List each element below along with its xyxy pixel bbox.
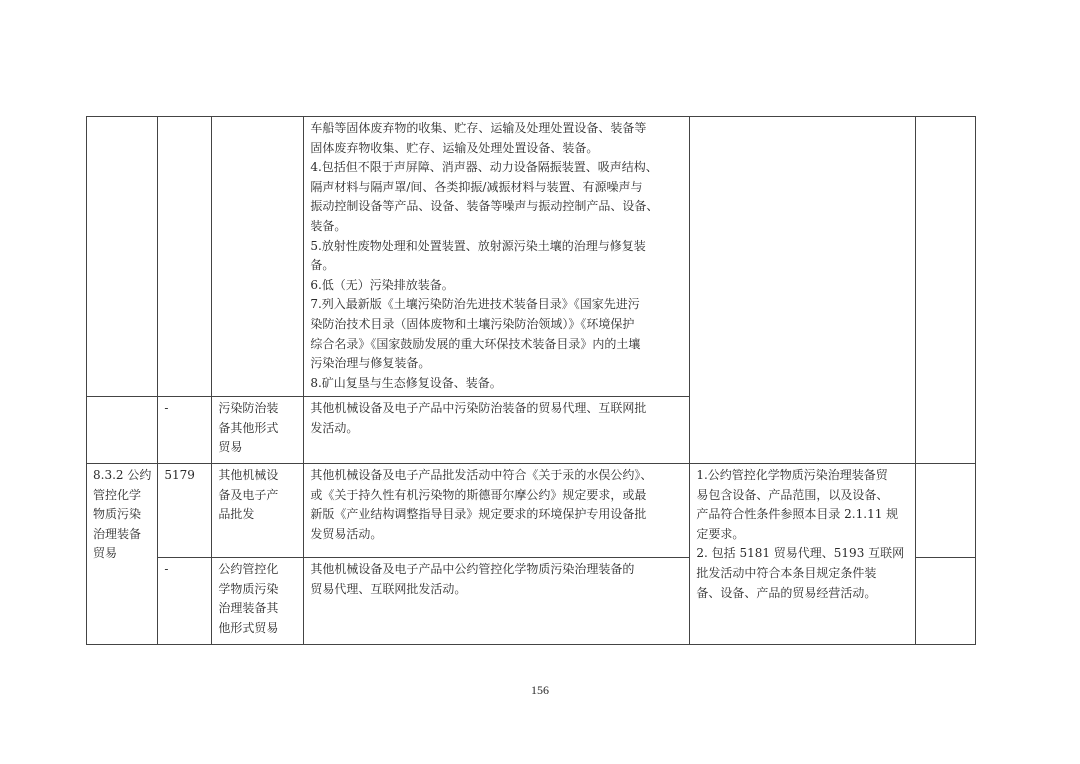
text-line: 备。 bbox=[310, 258, 335, 273]
text-line: 2. 包括 5181 贸易代理、5193 互联网 bbox=[696, 546, 905, 561]
text-line: 污染治理与修复装备。 bbox=[310, 356, 431, 371]
text-line: 学物质污染 bbox=[218, 581, 279, 596]
page-number: 156 bbox=[531, 683, 549, 697]
text-line: 其他机械设 bbox=[218, 468, 279, 482]
name-cell bbox=[212, 464, 304, 558]
text-line: 他形式贸易 bbox=[218, 620, 279, 635]
text-line: 其他机械设备及电子产品中污染防治装备的贸易代理、互联网批 bbox=[310, 401, 647, 415]
text-line: 4.包括但不限于声屏障、消声器、动力设备隔振装置、吸声结构、 bbox=[310, 160, 658, 175]
table-row bbox=[87, 464, 976, 558]
text-line: 车船等固体废弃物的收集、贮存、运输及处理处置设备、装备等 bbox=[310, 121, 647, 135]
catalog-table bbox=[86, 116, 976, 645]
text-line: 治理装备 bbox=[93, 526, 142, 541]
text-line: 备其他形式 bbox=[218, 420, 279, 435]
text-line: 物质污染 bbox=[93, 507, 142, 522]
extra-cell bbox=[916, 558, 976, 645]
category-cell bbox=[87, 464, 158, 645]
text-line: 装备。 bbox=[310, 218, 347, 233]
extra-cell bbox=[916, 117, 976, 464]
text-line: 批发活动中符合本条目规定条件装 bbox=[696, 565, 877, 580]
text-line: 品批发 bbox=[218, 507, 255, 522]
extra-cell bbox=[916, 464, 976, 558]
text-line: 治理装备其 bbox=[218, 601, 279, 616]
text-line: 染防治技术目录（固体废物和土壤污染防治领域）》《环境保护 bbox=[310, 316, 635, 331]
text-line: 备及电子产 bbox=[218, 487, 279, 502]
text-line: 发活动。 bbox=[310, 420, 359, 435]
text-line: 5.放射性废物处理和处置装置、放射源污染土壤的治理与修复装 bbox=[310, 238, 646, 253]
category-cell bbox=[87, 117, 158, 397]
code-cell bbox=[158, 558, 212, 645]
description-cell bbox=[304, 558, 690, 645]
text-line: 或《关于持久性有机污染物的斯德哥尔摩公约》规定要求，或最 bbox=[310, 487, 647, 502]
industry-code: - bbox=[164, 401, 169, 415]
text-line: 隔声材料与隔声罩/间、各类抑振/减振材料与装置、有源噪声与 bbox=[310, 179, 643, 194]
description-cell bbox=[304, 117, 690, 397]
description-cell bbox=[304, 464, 690, 558]
text-line: 贸易代理、互联网批发活动。 bbox=[310, 581, 467, 596]
text-line: 管控化学 bbox=[93, 487, 142, 502]
text-line: 发贸易活动。 bbox=[310, 526, 383, 541]
text-line: 备、设备、产品的贸易经营活动。 bbox=[696, 585, 877, 600]
code-cell bbox=[158, 117, 212, 397]
table-row bbox=[87, 117, 976, 397]
text-line: 易包含设备、产品范围，以及设备、 bbox=[696, 487, 889, 502]
name-cell bbox=[212, 117, 304, 397]
name-cell bbox=[212, 558, 304, 645]
text-line: 8.矿山复垦与生态修复设备、装备。 bbox=[310, 375, 502, 390]
text-line: 振动控制设备等产品、设备、装备等噪声与振动控制产品、设备、 bbox=[310, 199, 659, 214]
industry-code: 5179 bbox=[164, 468, 195, 482]
text-line: 6.低（无）污染排放装备。 bbox=[310, 277, 454, 292]
description-cell bbox=[304, 397, 690, 464]
text-line: 固体废弃物收集、贮存、运输及处理处置设备、装备。 bbox=[310, 140, 599, 155]
text-line: 1.公约管控化学物质污染治理装备贸 bbox=[696, 468, 888, 482]
code-cell bbox=[158, 464, 212, 558]
text-line: 7.列入最新版《土壤污染防治先进技术装备目录》《国家先进污 bbox=[310, 297, 640, 312]
text-line: 定要求。 bbox=[696, 526, 745, 541]
name-cell bbox=[212, 397, 304, 464]
text-line: 污染防治装 bbox=[218, 401, 279, 415]
text-line: 其他机械设备及电子产品中公约管控化学物质污染治理装备的 bbox=[310, 562, 635, 576]
text-line: 综合名录》《国家鼓励发展的重大环保技术装备目录》内的土壤 bbox=[310, 336, 641, 351]
text-line: 贸易 bbox=[93, 546, 118, 561]
text-line: 贸易 bbox=[218, 440, 243, 455]
text-line: 8.3.2 公约 bbox=[93, 468, 152, 482]
industry-code: - bbox=[164, 562, 169, 576]
category-cell bbox=[87, 397, 158, 464]
text-line: 公约管控化 bbox=[218, 562, 279, 576]
text-line: 其他机械设备及电子产品批发活动中符合《关于汞的水俣公约》、 bbox=[310, 468, 653, 482]
code-cell bbox=[158, 397, 212, 464]
note-cell bbox=[690, 117, 916, 464]
text-line: 新版《产业结构调整指导目录》规定要求的环境保护专用设备批 bbox=[310, 507, 647, 522]
text-line: 产品符合性条件参照本目录 2.1.11 规 bbox=[696, 507, 899, 522]
note-cell bbox=[690, 464, 916, 645]
